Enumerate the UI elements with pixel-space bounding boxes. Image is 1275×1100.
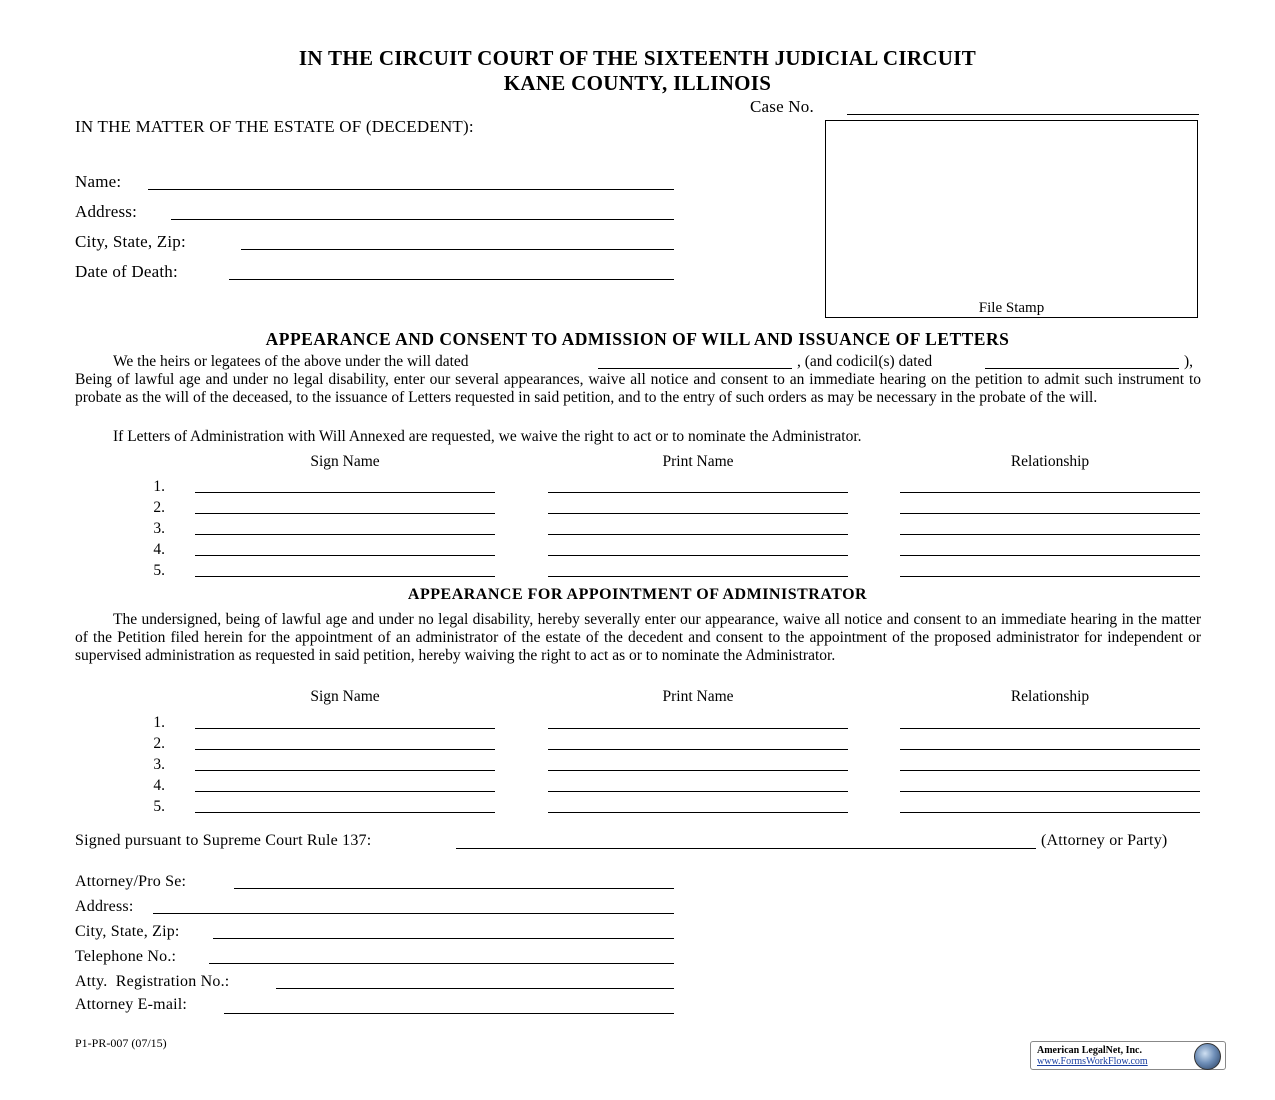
attorney-address-label: Address: [75, 898, 134, 915]
date-of-death-field[interactable] [229, 279, 674, 280]
relationship-field[interactable] [900, 728, 1200, 729]
relationship-field[interactable] [900, 492, 1200, 493]
row-number: 4. [153, 777, 165, 794]
relationship-field[interactable] [900, 749, 1200, 750]
relationship-header: Relationship [1010, 453, 1090, 470]
print-name-field[interactable] [548, 492, 848, 493]
relationship-field[interactable] [900, 513, 1200, 514]
rule137-label: Signed pursuant to Supreme Court Rule 137: [75, 832, 372, 849]
relationship-field[interactable] [900, 791, 1200, 792]
relationship-field[interactable] [900, 576, 1200, 577]
print-name-field[interactable] [548, 513, 848, 514]
vendor-logo[interactable] [1030, 1041, 1226, 1070]
will-dated-text: We the heirs or legatees of the above under the will dated [113, 353, 469, 370]
section2-paragraph: The undersigned, being of lawful age and under no legal disability, hereby severally enter our appearance, waive all notice and consent to an immediate hearing in the matter of the Petition filed herein for the appointment of an administrator of the estate of the decedent and consent to the appointment of the proposed administrator for independent or supervised administration as requested in said petition, hereby waiving the right to act as or to nominate the Administrator. [75, 611, 1201, 664]
sign-name-field[interactable] [195, 770, 495, 771]
estate-heading: IN THE MATTER OF THE ESTATE OF (DECEDENT): [75, 117, 474, 136]
registration-field[interactable] [276, 988, 674, 989]
rule137-signature-field[interactable] [456, 848, 1036, 849]
print-name-field[interactable] [548, 791, 848, 792]
sign-name-field[interactable] [195, 791, 495, 792]
relationship-header: Relationship [1010, 688, 1090, 705]
print-name-field[interactable] [548, 576, 848, 577]
sign-name-field[interactable] [195, 576, 495, 577]
globe-icon [1194, 1043, 1221, 1070]
section2-title: APPEARANCE FOR APPOINTMENT OF ADMINISTRATOR [407, 586, 868, 603]
row-number: 1. [153, 714, 165, 731]
relationship-field[interactable] [900, 555, 1200, 556]
section1-body: Being of lawful age and under no legal disability, enter our several appearances, waive all notice and consent to an immediate hearing on the petition to admit such instrument to probate as the will of the deceased, to the issuance of Letters requested in said petition, and to the entry of such orders as may be necessary in the probate of the will. [75, 371, 1201, 406]
rule137-suffix: (Attorney or Party) [1041, 832, 1168, 849]
file-stamp-box [825, 120, 1198, 318]
codicil-text: , (and codicil(s) dated [797, 353, 933, 370]
print-name-header: Print Name [662, 453, 734, 470]
telephone-field[interactable] [209, 963, 674, 964]
court-title: IN THE CIRCUIT COURT OF THE SIXTEENTH JUDICIAL CIRCUIT [298, 46, 977, 70]
print-name-field[interactable] [548, 812, 848, 813]
email-field[interactable] [224, 1013, 674, 1014]
decedent-city-field[interactable] [241, 249, 674, 250]
row-number: 3. [153, 756, 165, 773]
attorney-city-field[interactable] [213, 938, 674, 939]
row-number: 2. [153, 735, 165, 752]
email-label: Attorney E-mail: [75, 996, 188, 1013]
registration-label: Atty. Registration No.: [75, 973, 230, 990]
sign-name-header: Sign Name [310, 688, 380, 705]
section1-title: APPEARANCE AND CONSENT TO ADMISSION OF WILL AND ISSUANCE OF LETTERS [265, 329, 1010, 349]
decedent-name-label: Name: [75, 172, 122, 191]
file-stamp-label: File Stamp [978, 300, 1045, 316]
codicil-close: ), [1184, 353, 1194, 370]
print-name-field[interactable] [548, 555, 848, 556]
decedent-address-field[interactable] [171, 219, 674, 220]
vendor-name: American LegalNet, Inc. [1037, 1045, 1142, 1056]
print-name-header: Print Name [662, 688, 734, 705]
date-of-death-label: Date of Death: [75, 262, 178, 281]
relationship-field[interactable] [900, 770, 1200, 771]
sign-name-field[interactable] [195, 534, 495, 535]
county-title: KANE COUNTY, ILLINOIS [503, 71, 772, 95]
telephone-label: Telephone No.: [75, 948, 177, 965]
will-date-field[interactable] [598, 368, 792, 369]
sign-name-field[interactable] [195, 555, 495, 556]
attorney-city-label: City, State, Zip: [75, 923, 180, 940]
decedent-city-label: City, State, Zip: [75, 232, 186, 251]
case-no-field[interactable] [847, 114, 1199, 115]
decedent-address-label: Address: [75, 202, 138, 221]
decedent-name-field[interactable] [148, 189, 674, 190]
sign-name-header: Sign Name [310, 453, 380, 470]
section1-paragraph [75, 353, 1201, 407]
attorney-field[interactable] [234, 888, 674, 889]
row-number: 1. [153, 478, 165, 495]
relationship-field[interactable] [900, 534, 1200, 535]
sign-name-field[interactable] [195, 492, 495, 493]
print-name-field[interactable] [548, 749, 848, 750]
row-number: 5. [153, 798, 165, 815]
section1-waiver [75, 428, 1201, 446]
row-number: 5. [153, 562, 165, 579]
relationship-field[interactable] [900, 812, 1200, 813]
row-number: 3. [153, 520, 165, 537]
sign-name-field[interactable] [195, 812, 495, 813]
attorney-address-field[interactable] [153, 913, 674, 914]
waiver-text: If Letters of Administration with Will Annexed are requested, we waive the right to act or to nominate the Administrator. [113, 428, 862, 445]
row-number: 4. [153, 541, 165, 558]
sign-name-field[interactable] [195, 513, 495, 514]
print-name-field[interactable] [548, 770, 848, 771]
print-name-field[interactable] [548, 534, 848, 535]
form-id: P1-PR-007 (07/15) [75, 1036, 167, 1050]
sign-name-field[interactable] [195, 728, 495, 729]
vendor-url[interactable]: www.FormsWorkFlow.com [1037, 1056, 1148, 1067]
attorney-label: Attorney/Pro Se: [75, 873, 187, 890]
row-number: 2. [153, 499, 165, 516]
print-name-field[interactable] [548, 728, 848, 729]
case-no-label: Case No. [750, 97, 814, 116]
codicil-date-field[interactable] [985, 368, 1179, 369]
sign-name-field[interactable] [195, 749, 495, 750]
